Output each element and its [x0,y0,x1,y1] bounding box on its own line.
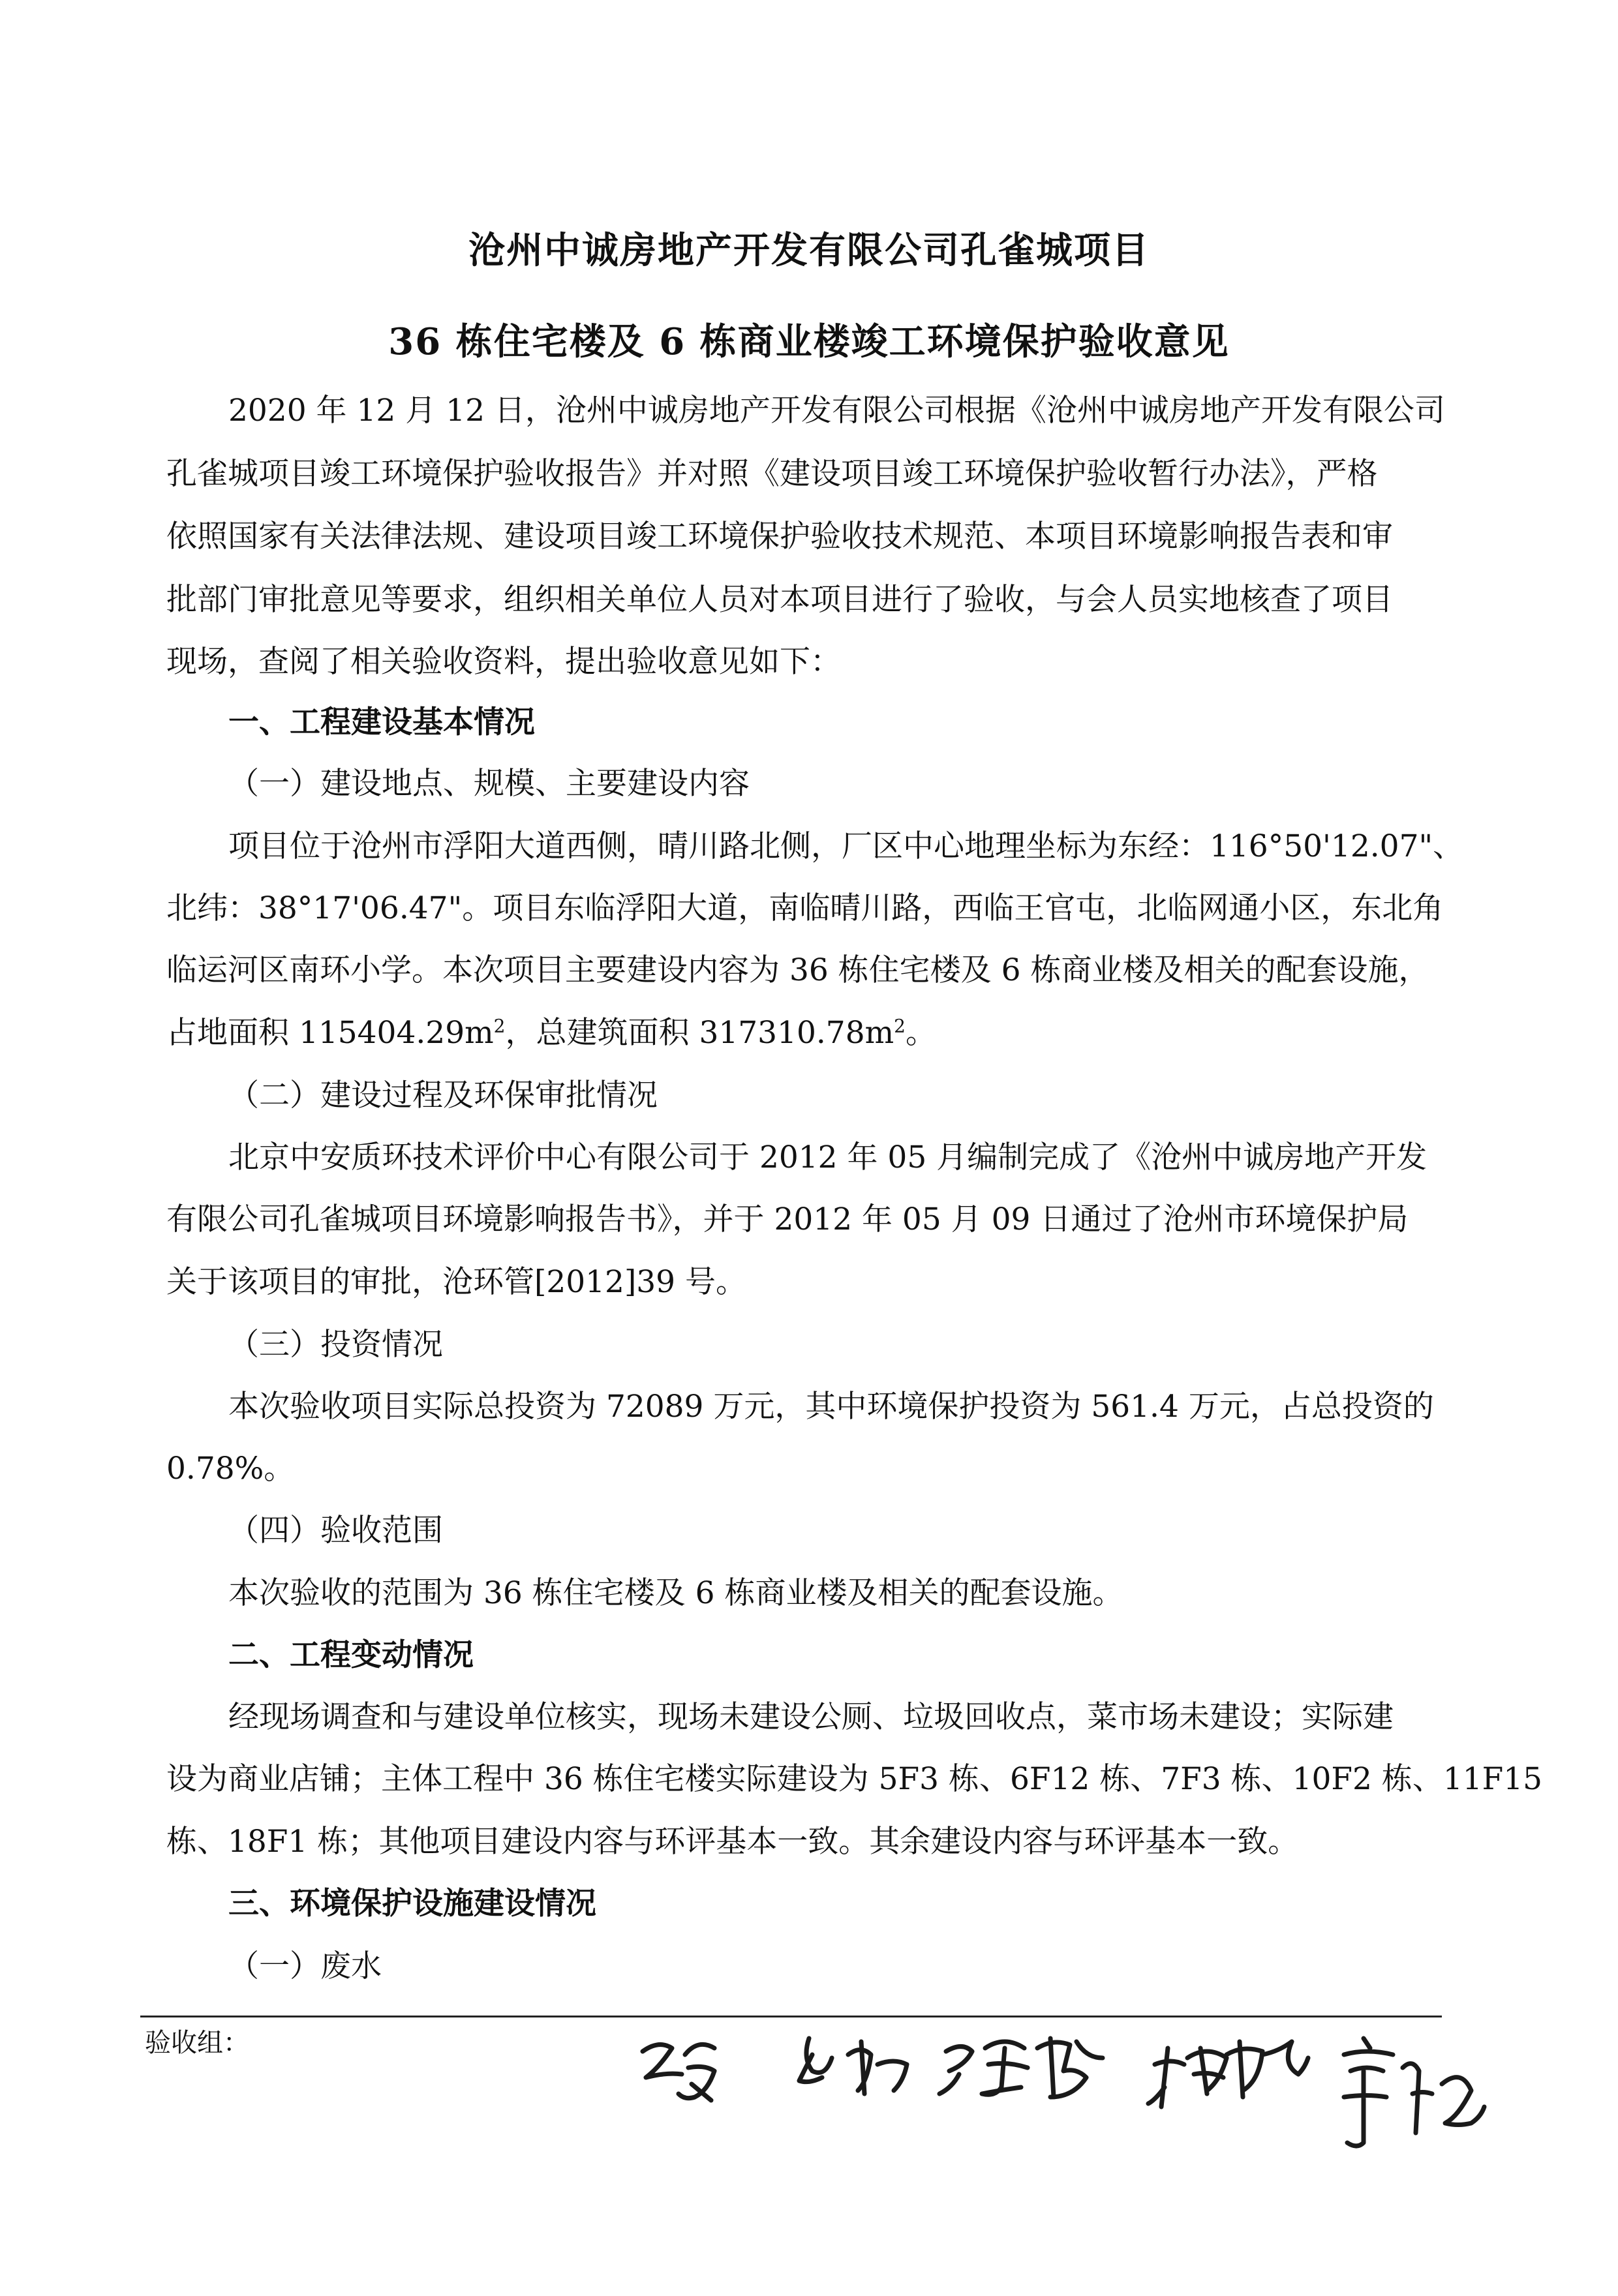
section1-sub4-line-1: 本次验收的范围为 36 栋住宅楼及 6 栋商业楼及相关的配套设施。 [228,1575,1123,1611]
section1-sub2-line-1: 北京中安质环技术评价中心有限公司于 2012 年 05 月编制完成了《沧州中诚房地产开发 [228,1140,1427,1175]
section1-sub2-line-2: 有限公司孔雀城项目环境影响报告书》，并于 2012 年 05 月 09 日通过了沧州市环境保护局 [166,1201,1409,1237]
section1-sub2-heading: （二）建设过程及环保审批情况 [228,1078,658,1113]
signature-2 [799,2038,907,2094]
section1-sub1-line-2: 北纬：38°17'06.47"。项目东临浮阳大道，南临晴川路，西临王官屯，北临网通小区，东北角 [166,890,1444,926]
area-line-end: 。 [906,1015,936,1051]
intro-line-5: 现场，查阅了相关验收资料，提出验收意见如下： [166,644,841,680]
acceptance-group-label: 验收组： [145,2028,249,2058]
section1-sub1-heading: （一）建设地点、规模、主要建设内容 [228,766,750,802]
section3-sub1-heading: （一）废水 [228,1948,382,1984]
section1-heading: 一、工程建设基本情况 [228,704,535,740]
land-area-unit-sup: 2 [493,1015,506,1037]
section1-sub3-heading: （三）投资情况 [228,1327,443,1363]
section1-sub2-line-3: 关于该项目的审批，沧环管[2012]39 号。 [166,1264,747,1300]
section2-line-2: 设为商业店铺；主体工程中 36 栋住宅楼实际建设为 5F3 栋、6F12 栋、7F3 栋、10F2 栋、11F15 [166,1761,1543,1797]
section1-sub1-line-3: 临运河区南环小学。本次项目主要建设内容为 36 栋住宅楼及 6 栋商业楼及相关的配套设施， [166,952,1429,988]
section1-sub1-area-line [166,1014,936,1053]
building-area-unit-sup: 2 [894,1015,906,1037]
section1-sub1-line-1: 项目位于沧州市浮阳大道西侧，晴川路北侧，厂区中心地理坐标为东经：116°50'12.07"、 [228,828,1464,864]
document-title-line2: 36 栋住宅楼及 6 栋商业楼竣工环境保护验收意见 [388,320,1230,363]
signature-3 [939,2038,1103,2097]
signature-4 [1148,2042,1308,2107]
intro-line-4: 批部门审批意见等要求，组织相关单位人员对本项目进行了验收，与会人员实地核查了项目 [166,582,1393,618]
signature-5 [1344,2038,1484,2146]
section2-heading: 二、工程变动情况 [228,1637,474,1673]
section2-line-3: 栋、18F1 栋；其他项目建设内容与环评基本一致。其余建设内容与环评基本一致。 [166,1824,1299,1860]
section3-heading: 三、环境保护设施建设情况 [228,1886,596,1922]
signature-1 [643,2044,714,2100]
building-area-text: ，总建筑面积 317310.78m [505,1015,894,1051]
section1-sub4-heading: （四）验收范围 [228,1513,443,1548]
footer-divider [140,2016,1442,2017]
document-title-line1: 沧州中诚房地产开发有限公司孔雀城项目 [468,229,1150,272]
section1-sub3-line-2: 0.78%。 [166,1451,295,1487]
intro-line-2: 孔雀城项目竣工环境保护验收报告》并对照《建设项目竣工环境保护验收暂行办法》，严格 [166,456,1378,492]
land-area-text: 占地面积 115404.29m [166,1015,494,1051]
section2-line-1: 经现场调查和与建设单位核实，现场未建设公厕、垃圾回收点，菜市场未建设；实际建 [228,1699,1394,1735]
intro-line-3: 依照国家有关法律法规、建设项目竣工环境保护验收技术规范、本项目环境影响报告表和审 [166,519,1393,554]
intro-line-1: 2020 年 12 月 12 日，沧州中诚房地产开发有限公司根据《沧州中诚房地产开发有限公司 [228,393,1445,429]
section1-sub3-line-1: 本次验收项目实际总投资为 72089 万元，其中环境保护投资为 561.4 万元，占总投资的 [228,1389,1434,1425]
